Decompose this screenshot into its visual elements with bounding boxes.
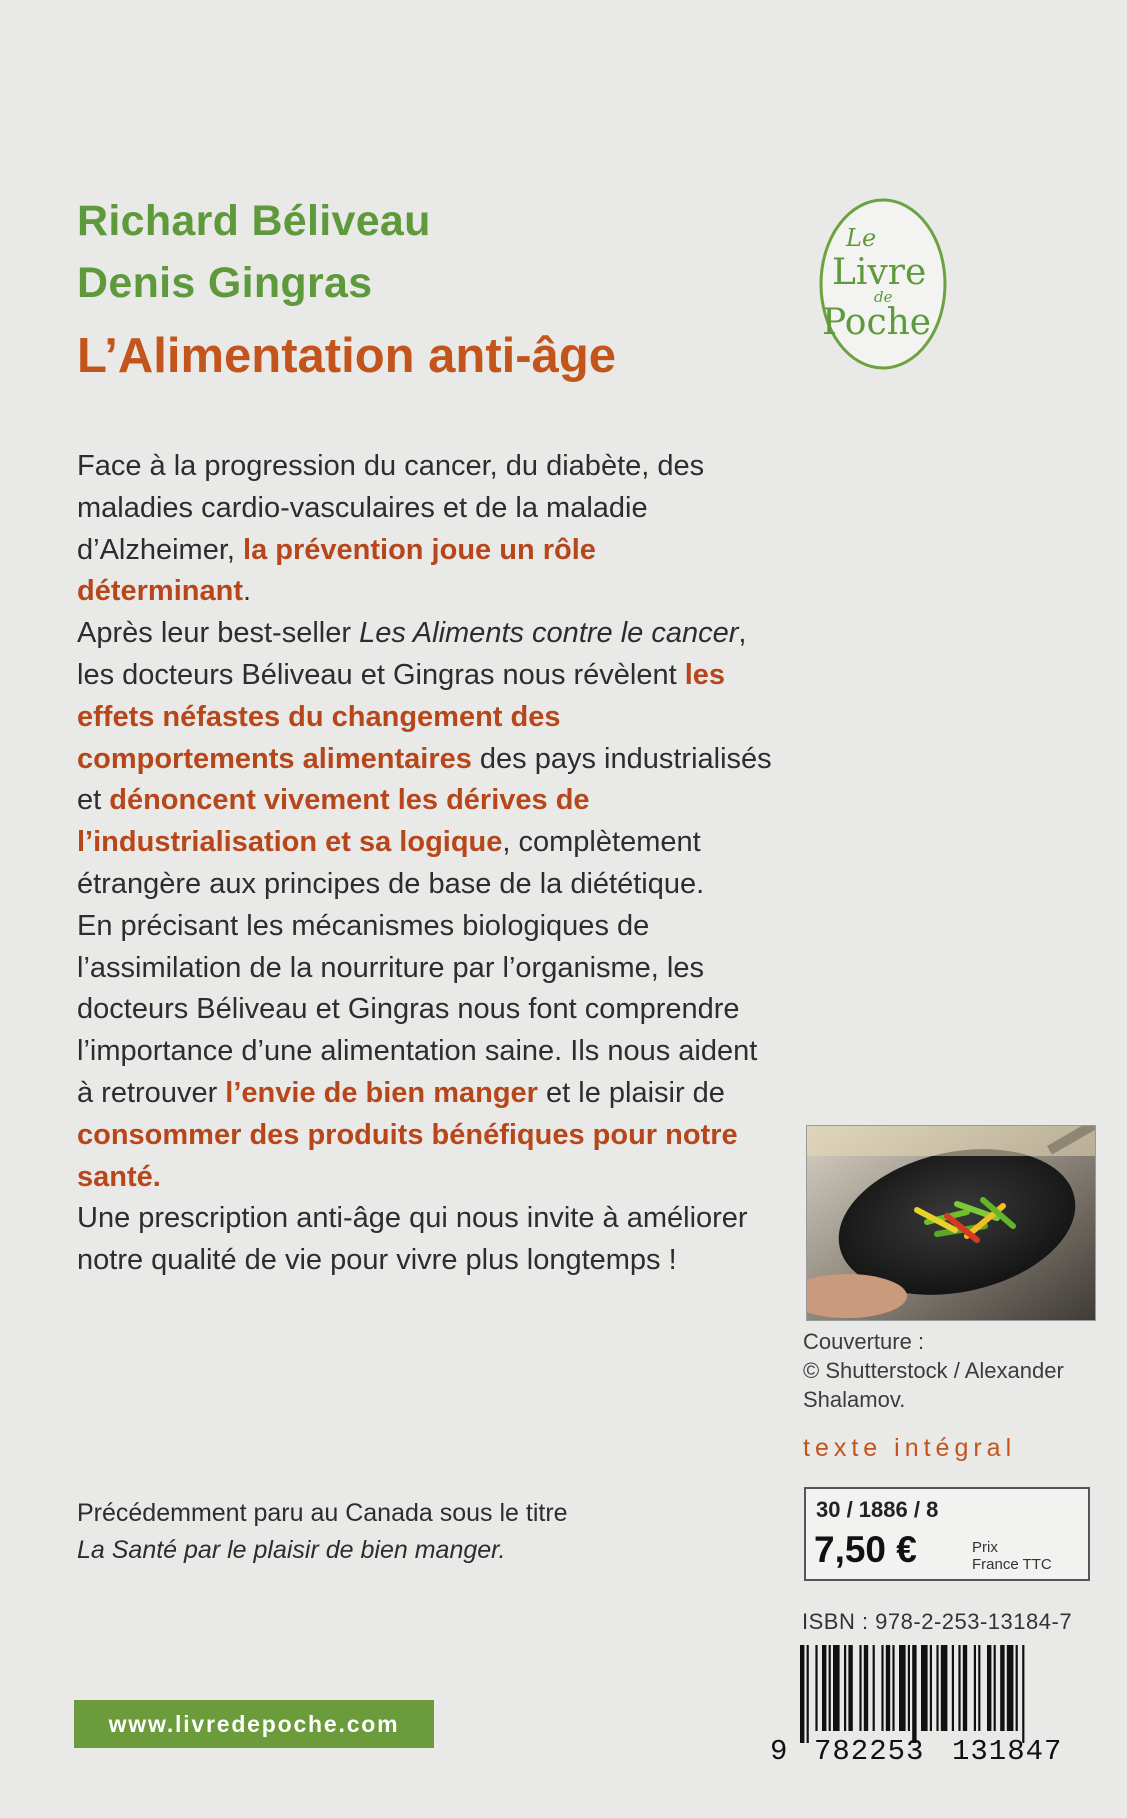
edition-type: texte intégral (803, 1434, 1017, 1462)
svg-text:de: de (874, 288, 893, 306)
barcode-bar (908, 1645, 910, 1731)
barcode-bar (881, 1645, 883, 1731)
barcode-bar (1022, 1645, 1024, 1743)
website-link[interactable]: www.livredepoche.com (74, 1700, 434, 1748)
cover-credit: Couverture : © Shutterstock / Alexander Shalamov. (803, 1329, 1064, 1412)
price-box (804, 1487, 1090, 1581)
barcode-bar (978, 1645, 980, 1731)
barcode-bar (829, 1645, 831, 1731)
barcode-bar (815, 1645, 817, 1731)
barcode-bar (899, 1645, 906, 1731)
isbn: ISBN : 978-2-253-13184-7 (802, 1609, 1073, 1634)
barcode-bar (974, 1645, 976, 1731)
barcode-bar (886, 1645, 890, 1731)
livre-de-poche-logo (816, 196, 950, 372)
authors (77, 190, 431, 314)
barcode-bar (963, 1645, 967, 1731)
barcode-bar (892, 1645, 894, 1731)
previous-edition-note: Précédemment paru au Canada sous le titre La Santé par le plaisir de bien manger. (77, 1499, 568, 1564)
barcode-bar (864, 1645, 868, 1731)
barcode-bar (936, 1645, 938, 1731)
barcode-digits-left: 782253 (814, 1735, 925, 1768)
barcode-bar (952, 1645, 954, 1731)
barcode-bar (912, 1645, 916, 1743)
barcode-bar (1016, 1645, 1018, 1731)
svg-text:Le: Le (846, 224, 877, 252)
barcode-bar (1007, 1645, 1014, 1731)
barcode-bar (822, 1645, 826, 1731)
price-label: Prix France TTC (972, 1539, 1052, 1573)
barcode-bar (994, 1645, 996, 1731)
barcode-digits-right: 131847 (952, 1735, 1063, 1768)
barcode-bar (833, 1645, 840, 1731)
barcode-bar (921, 1645, 928, 1731)
barcode-bar (844, 1645, 846, 1731)
cover-photo (806, 1125, 1096, 1321)
summary-text: Face à la progression du cancer, du diabète, des maladies cardio-vasculaires et de la maladie d’Alzheimer, la prévention joue un rôle déterminant. Après leur best-seller Les Aliments contre le cancer, les docteurs Béliveau et Gingras nous révèlent les effets néfastes du changement des comportements alimentaires des pays industrialisés et dénoncent vivement les dérives de l’industrialisation et sa logique, complètement étrangère aux principes de base de la diététique. En précisant les mécanismes biologiques de l’assimilation de la nourriture par l’organisme, les docteurs Béliveau et Gingras nous font comprendre l’importance d’une alimentation saine. Ils nous aident à retrouver l’envie de bien manger et le plaisir de consommer des produits bénéfiques pour notre santé. Une prescription anti-âge qui nous invite à améliorer notre qualité de vie pour vivre plus longtemps ! (77, 450, 772, 1277)
svg-text:Poche: Poche (822, 302, 932, 343)
author-name: Richard Béliveau (77, 197, 431, 245)
barcode-bar (958, 1645, 960, 1731)
author-name: Denis Gingras (77, 259, 373, 307)
book-title: L’Alimentation anti-âge (77, 329, 617, 383)
price-value: 7,50 € (814, 1529, 917, 1570)
barcode-bar (941, 1645, 948, 1731)
barcode-bar (930, 1645, 932, 1731)
barcode-bar (807, 1645, 809, 1743)
barcode-bar (848, 1645, 852, 1731)
product-code: 30 / 1886 / 8 (816, 1497, 939, 1522)
barcode-bars (800, 1645, 1082, 1743)
barcode-bar (987, 1645, 991, 1731)
barcode-bar (1000, 1645, 1004, 1731)
barcode (770, 1645, 1100, 1768)
barcode-digit-first: 9 (770, 1735, 789, 1768)
barcode-bar (873, 1645, 875, 1731)
barcode-bar (859, 1645, 861, 1731)
svg-text:Livre: Livre (832, 252, 927, 293)
barcode-bar (800, 1645, 804, 1743)
